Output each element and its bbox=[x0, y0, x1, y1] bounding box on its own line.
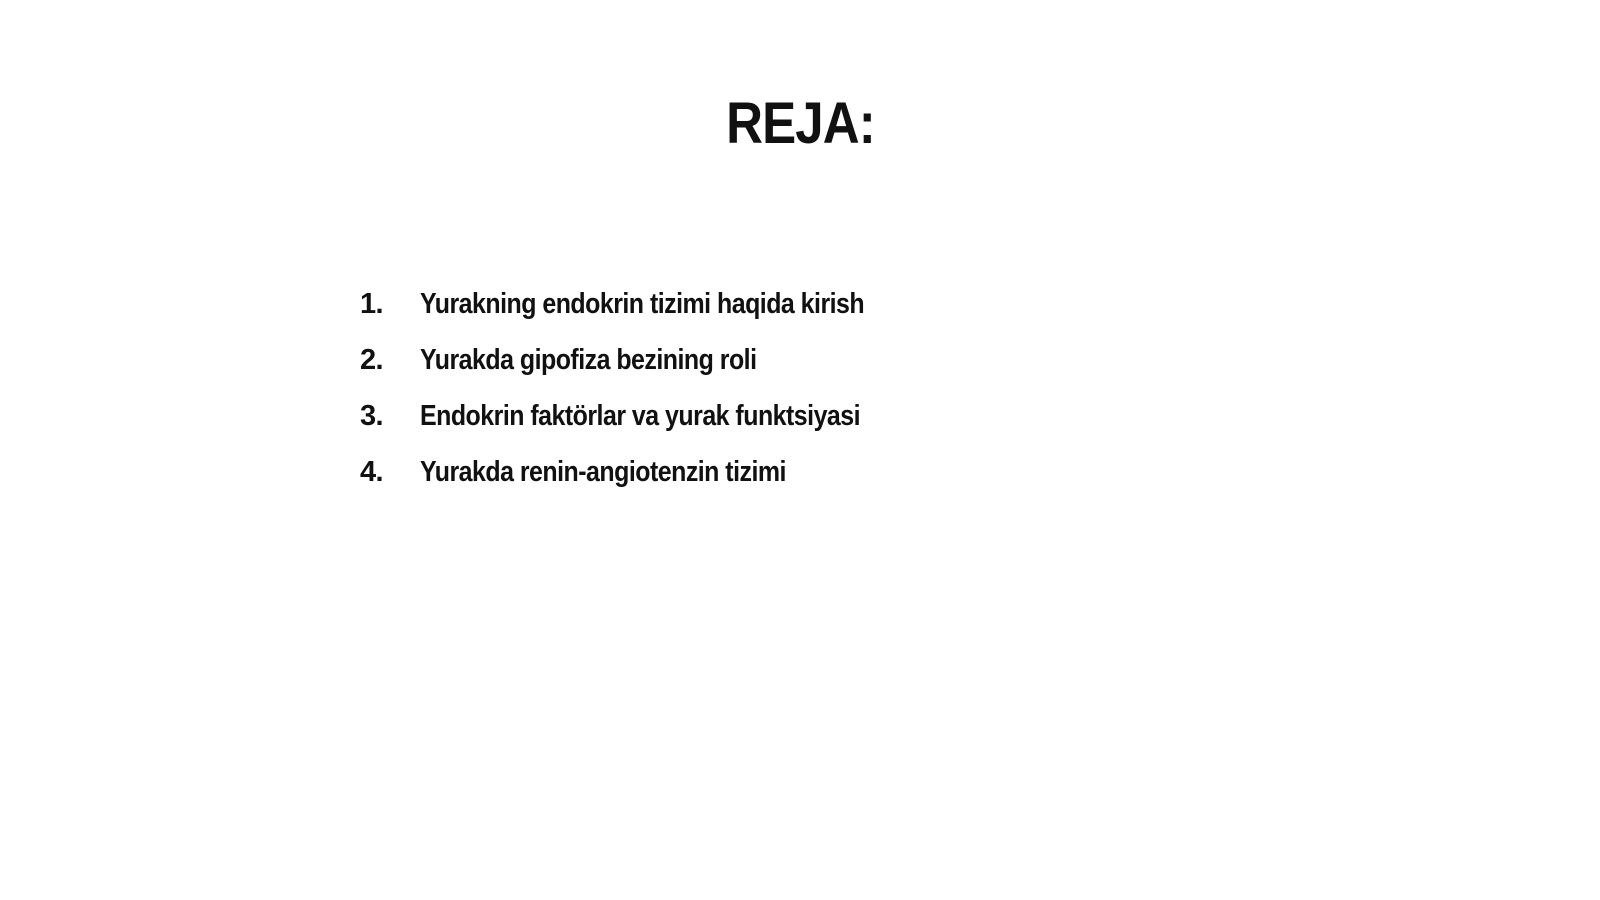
agenda-item-text: Yurakda gipofiza bezining roli bbox=[420, 344, 757, 376]
agenda-item bbox=[360, 344, 936, 400]
agenda-item-text: Yurakning endokrin tizimi haqida kirish bbox=[420, 288, 865, 320]
agenda-item-text: Endokrin faktörlar va yurak funktsiyasi bbox=[420, 400, 861, 432]
agenda-item-number: 2. bbox=[360, 344, 383, 376]
agenda-item-number: 1. bbox=[360, 288, 383, 320]
agenda-list bbox=[360, 288, 936, 512]
agenda-item bbox=[360, 456, 936, 512]
agenda-item-text: Yurakda renin-angiotenzin tizimi bbox=[420, 456, 786, 488]
agenda-item bbox=[360, 288, 936, 344]
slide-title: REJA: bbox=[726, 91, 875, 156]
agenda-item-number: 4. bbox=[360, 456, 383, 488]
agenda-item bbox=[360, 400, 936, 456]
agenda-item-number: 3. bbox=[360, 400, 383, 432]
